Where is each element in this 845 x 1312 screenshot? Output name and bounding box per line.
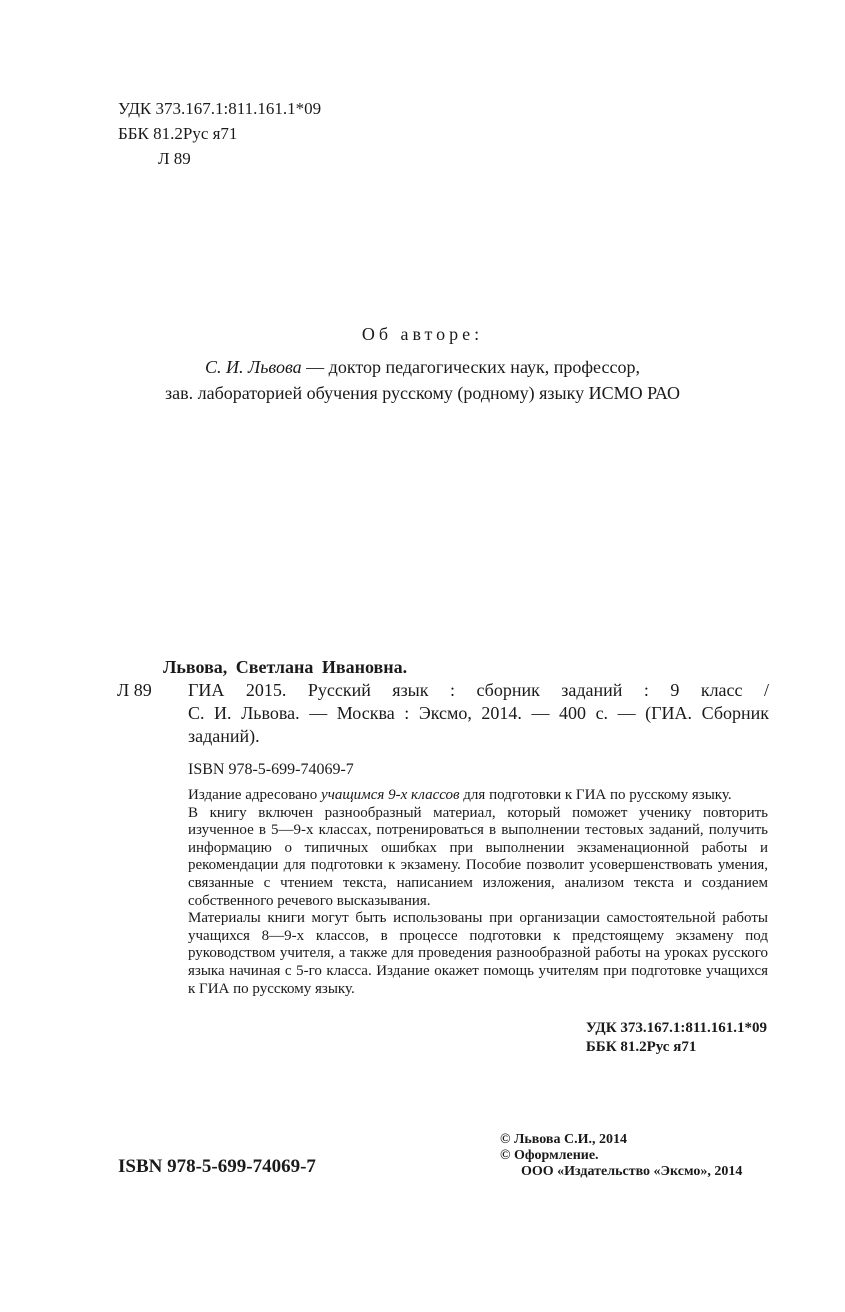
- record-title-rest: С. И. Львова. — Москва : Эксмо, 2014. — 400 с. — (ГИА. Сборник заданий).: [188, 703, 769, 746]
- bbk-code: ББК 81.2Рус я71: [118, 124, 238, 143]
- about-line-2: зав. лабораторией обучения русскому (родному) языку ИСМО РАО: [165, 383, 680, 403]
- about-author-section: [0, 322, 845, 406]
- record-author: Львова, Светлана Ивановна.: [163, 657, 408, 677]
- copyright-line-1: © Львова С.И., 2014: [500, 1132, 627, 1147]
- top-classification-codes: [118, 96, 321, 171]
- record-isbn: ISBN 978-5-699-74069-7: [188, 761, 354, 778]
- annotation-p1-start: Издание адресовано: [188, 787, 322, 803]
- record-description: [188, 679, 769, 748]
- bottom-bbk-code: ББК 81.2Рус я71: [585, 1039, 697, 1055]
- bottom-classification-codes: [586, 1019, 767, 1057]
- about-line-1-rest: — доктор педагогических наук, профессор,: [301, 357, 640, 377]
- bibliographic-record: [117, 656, 769, 781]
- bottom-udk-code: УДК 373.167.1:811.161.1*09: [585, 1020, 767, 1036]
- record-entry: [117, 679, 769, 748]
- udk-code: УДК 373.167.1:811.161.1*09: [118, 99, 322, 118]
- about-heading: Об авторе:: [361, 324, 484, 344]
- isbn-large: ISBN 978-5-699-74069-7: [118, 1156, 316, 1177]
- about-author-name: С. И. Львова: [205, 357, 302, 377]
- annotation: [188, 787, 768, 998]
- annotation-paragraph-2: В книгу включен разнообразный материал, который поможет ученику повторить изученное в 5—9-х классах, потренироваться в выполнении тестовых заданий, получить информацию о типичных ошибках при выполнении экзаменационной работы и рекомендации для подготовки к экзамену. Пособие позволит усовершенствовать умения, связанные с чтением текста, написанием изложения, анализом текста и созданием собственного речевого высказывания.: [188, 804, 768, 909]
- annotation-paragraph-3: Материалы книги могут быть использованы при организации самостоятельной работы учащихся 8—9-х классов, в процессе подготовки к предстоящему экзамену под руководством учителя, а также для проведения разнообразной работы на уроках русского языка начиная с 5-го класса. Издание окажет помощь учителям при подготовке учащихся к ГИА по русскому языку.: [188, 910, 768, 997]
- author-cipher: Л 89: [158, 149, 191, 168]
- annotation-p1-end: для подготовки к ГИА по русскому языку.: [459, 787, 732, 803]
- about-line-1: [0, 354, 845, 380]
- annotation-p1-italic: учащимся 9-х классов: [321, 787, 460, 803]
- record-title-line: ГИА 2015. Русский язык : сборник заданий : 9 класс /: [188, 680, 769, 700]
- record-cipher: Л 89: [117, 680, 152, 700]
- copyright-block: [500, 1132, 742, 1180]
- annotation-paragraph-1: [188, 787, 768, 805]
- copyright-line-2: © Оформление.: [500, 1148, 599, 1163]
- copyright-line-3: ООО «Издательство «Эксмо», 2014: [521, 1164, 743, 1179]
